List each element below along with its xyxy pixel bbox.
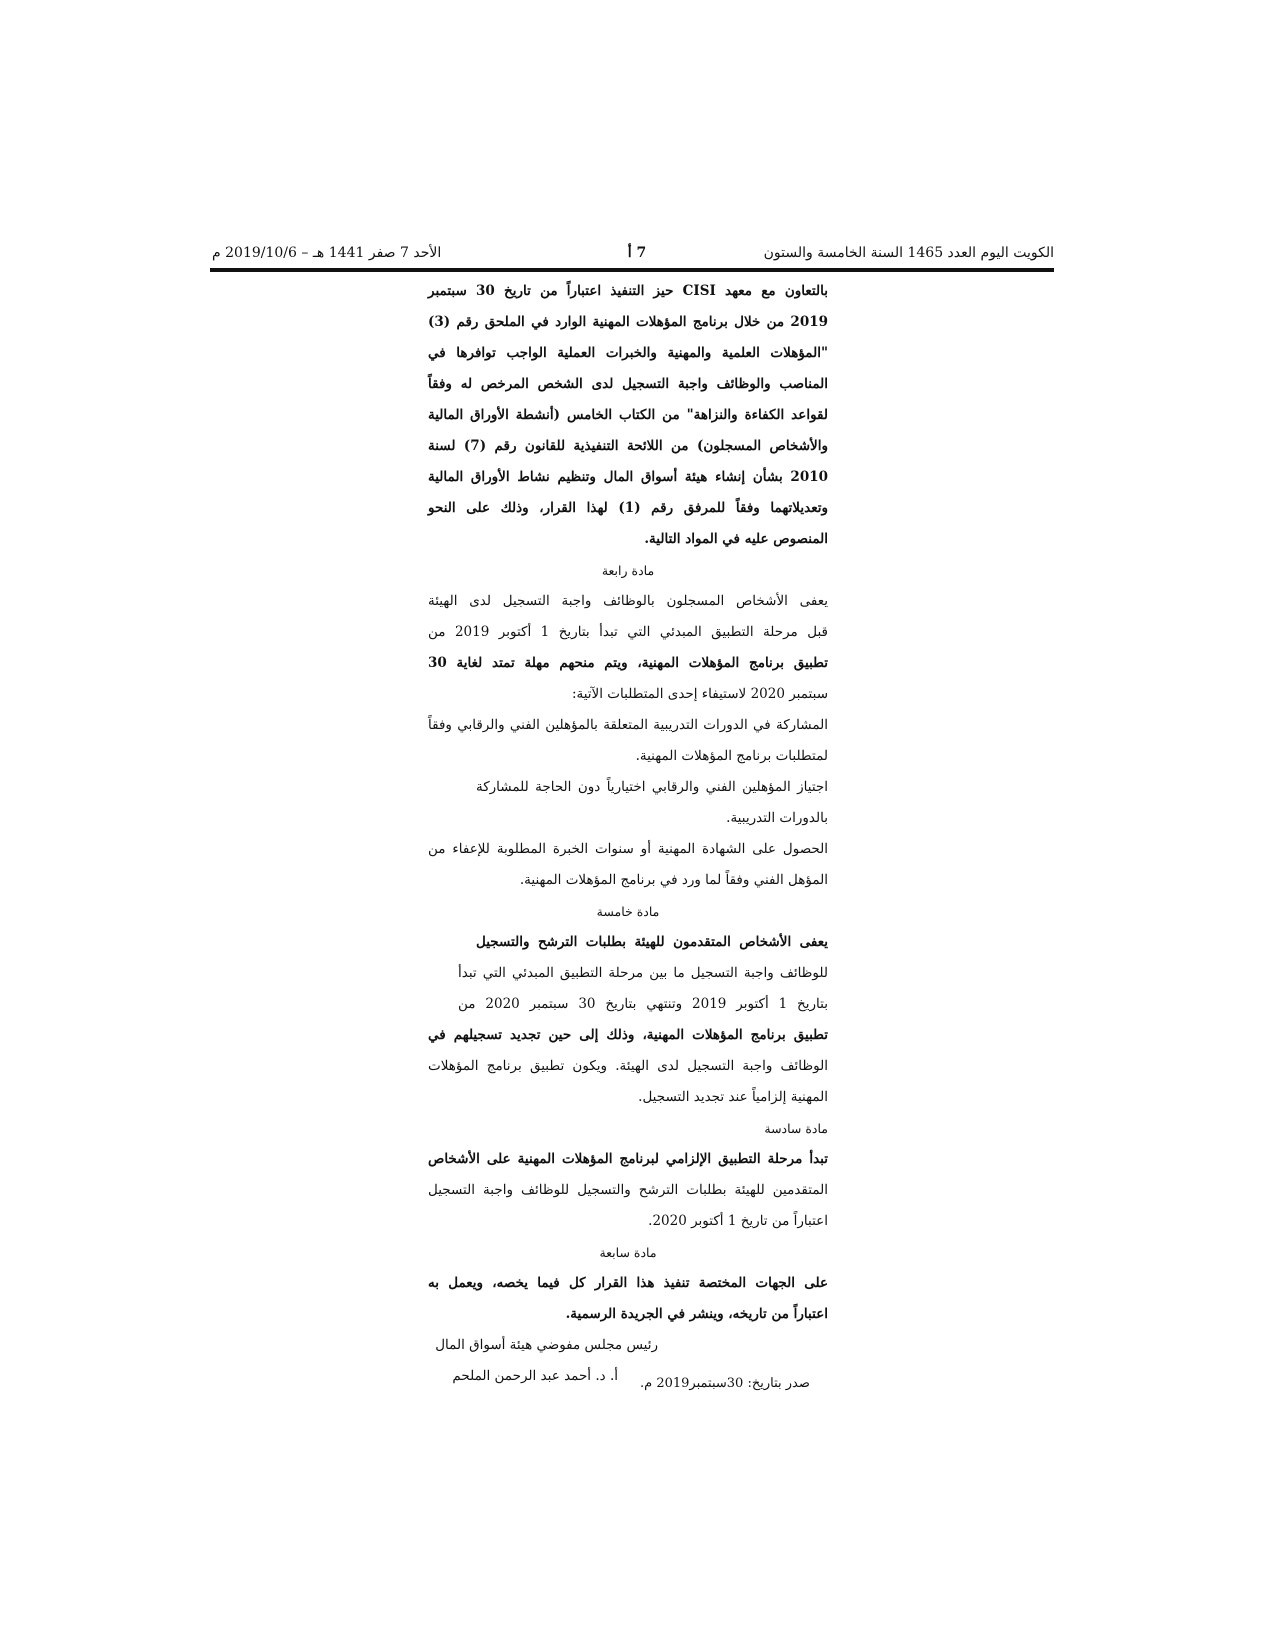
paragraph-line: للوظائف واجبة التسجيل ما بين مرحلة التطبيق المبدئي التي تبدأ [458,965,828,981]
list-item-line: اجتياز المؤهلين الفني والرقابي اختيارياً دون الحاجة للمشاركة [476,779,828,795]
paragraph-line: 2010 بشأن إنشاء هيئة أسواق المال وتنظيم نشاط الأوراق المالية [428,469,828,485]
decision-text-column [428,276,828,1392]
paragraph-line: المتقدمين للهيئة بطلبات الترشح والتسجيل للوظائف واجبة التسجيل [428,1182,828,1198]
paragraph-line: المهنية إلزامياً عند تجديد التسجيل. [638,1089,828,1105]
paragraph-line: "المؤهلات العلمية والمهنية والخبرات العملية الواجب توافرها في [428,345,828,361]
list-item-line: المشاركة في الدورات التدريبية المتعلقة بالمؤهلين الفني والرقابي وفقاً [428,717,828,733]
paragraph-line: على الجهات المختصة تنفيذ هذا القرار كل فيما يخصه، ويعمل به [428,1275,828,1291]
article-heading: مادة رابعة [601,563,655,578]
issue-date-note: صدر بتاريخ: 30سبتمبر2019 م. [640,1376,810,1391]
paragraph-line: المنصوص عليه في المواد التالية. [644,531,828,547]
header-date: الأحد 7 صفر 1441 هـ – 2019/10/6 م [212,245,442,261]
paragraph-line: وتعديلاتهما وفقاً للمرفق رقم (1) لهذا القرار، وذلك على النحو [428,500,828,516]
paragraph-line: يعفى الأشخاص المتقدمون للهيئة بطلبات الترشح والتسجيل [476,934,828,950]
paragraph-line: والأشخاص المسجلون) من اللائحة التنفيذية للقانون رقم (7) لسنة [428,438,828,454]
list-item-line: المؤهل الفني وفقاً لما ورد في برنامج المؤهلات المهنية. [519,872,828,888]
article-heading: مادة سابعة [599,1245,657,1260]
article-heading: مادة سادسة [764,1121,828,1136]
header-page-number: 7 أ [627,245,647,261]
paragraph-line: يعفى الأشخاص المسجلون بالوظائف واجبة التسجيل لدى الهيئة [428,593,828,609]
paragraph-line: بتاريخ 1 أكتوبر 2019 وتنتهي بتاريخ 30 سبتمبر 2020 من [458,996,828,1012]
signatory-title: رئيس مجلس مفوضي هيئة أسواق المال [435,1337,658,1353]
paragraph-line: قبل مرحلة التطبيق المبدئي التي تبدأ بتاريخ 1 أكتوبر 2019 من [428,624,828,640]
paragraph-line: تطبيق برنامج المؤهلات المهنية، ويتم منحهم مهلة تمتد لغاية 30 [428,655,828,671]
paragraph-line: الوظائف واجبة التسجيل لدى الهيئة. ويكون تطبيق برنامج المؤهلات [428,1058,828,1074]
paragraph-line: بالتعاون مع معهد CISI حيز التنفيذ اعتباراً من تاريخ 30 سبتمبر [428,283,828,299]
header-rule [210,268,1054,272]
paragraph-line: المناصب والوظائف واجبة التسجيل لدى الشخص المرخص له وفقاً [428,376,828,392]
paragraph-line: اعتباراً من تاريخه، وينشر في الجريدة الرسمية. [565,1306,828,1322]
paragraph-line: لقواعد الكفاءة والنزاهة" من الكتاب الخامس (أنشطة الأوراق المالية [428,407,828,423]
page-header [212,238,1054,268]
list-item-line: بالدورات التدريبية. [726,810,828,826]
paragraph-line: اعتباراً من تاريخ 1 أكتوبر 2020. [648,1213,828,1229]
header-issue-info: الكويت اليوم العدد 1465 السنة الخامسة والستون [763,245,1054,261]
paragraph-line: تبدأ مرحلة التطبيق الإلزامي لبرنامج المؤهلات المهنية على الأشخاص [428,1151,828,1167]
signatory-name: أ. د. أحمد عبد الرحمن الملحم [452,1368,618,1384]
paragraph-line: سبتمبر 2020 لاستيفاء إحدى المتطلبات الآتية: [571,686,828,702]
paragraph-line: 2019 من خلال برنامج المؤهلات المهنية الوارد في الملحق رقم (3) [428,314,828,330]
list-item-line: الحصول على الشهادة المهنية أو سنوات الخبرة المطلوبة للإعفاء من [428,841,828,857]
article-heading: مادة خامسة [596,904,660,919]
paragraph-line: تطبيق برنامج المؤهلات المهنية، وذلك إلى حين تجديد تسجيلهم في [428,1027,828,1043]
list-item-line: لمتطلبات برنامج المؤهلات المهنية. [635,748,828,764]
